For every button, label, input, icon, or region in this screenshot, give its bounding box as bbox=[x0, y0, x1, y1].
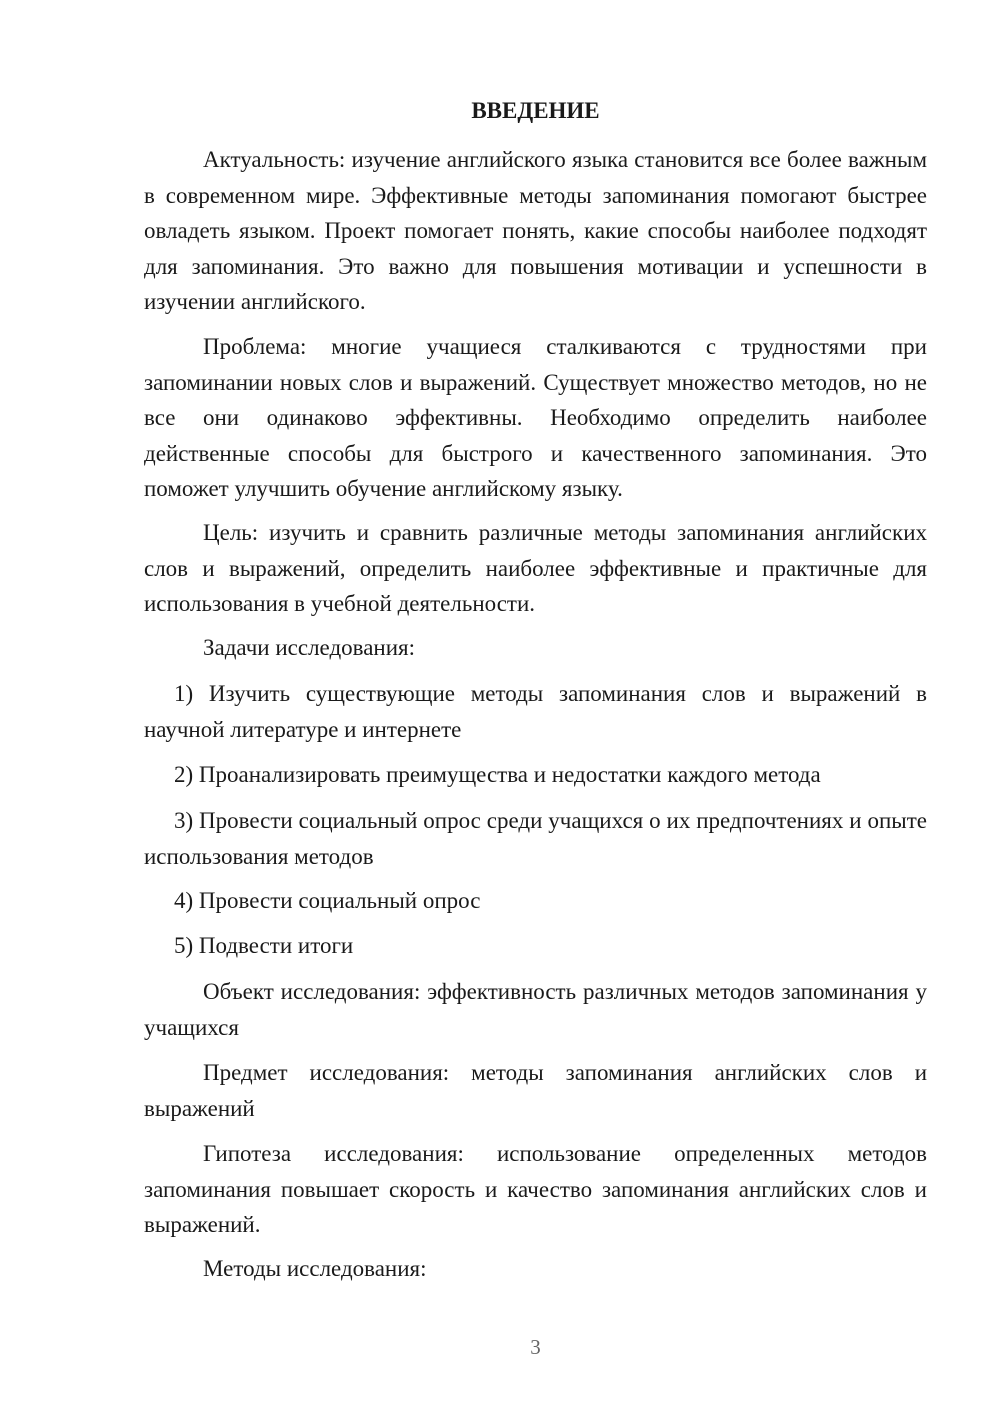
task-item-2: 2) Проанализировать преимущества и недостатки каждого метода bbox=[174, 762, 821, 787]
task-item-4: 4) Провести социальный опрос bbox=[174, 888, 481, 913]
paragraph-object: Объект исследования: эффективность различных методов запоминания у учащихся bbox=[144, 979, 927, 1040]
paragraph-tasks-heading: Задачи исследования: bbox=[203, 635, 416, 660]
document-page bbox=[144, 0, 927, 1414]
page-number: 3 bbox=[530, 1335, 541, 1359]
paragraph-goal: Цель: изучить и сравнить различные методы запоминания английских слов и выражений, определить наиболее эффективные и практичные для использования в учебной деятельности. bbox=[144, 520, 927, 616]
task-item-5: 5) Подвести итоги bbox=[174, 933, 354, 958]
task-item-3: 3) Провести социальный опрос среди учащихся о их предпочтениях и опыте использования методов bbox=[144, 808, 927, 869]
paragraph-subject: Предмет исследования: методы запоминания английских слов и выражений bbox=[144, 1060, 927, 1121]
paragraph-problem: Проблема: многие учащиеся сталкиваются с трудностями при запоминании новых слов и выражений. Существует множество методов, но не все они одинаково эффективны. Необходимо определить наиболее действенные способы для быстрого и качественного запоминания. Это поможет улучшить обучение английскому языку. bbox=[144, 334, 927, 501]
section-title: ВВЕДЕНИЕ bbox=[471, 98, 600, 123]
paragraph-hypothesis: Гипотеза исследования: использование определенных методов запоминания повышает скорость и качество запоминания английских слов и выражений. bbox=[144, 1141, 927, 1237]
paragraph-methods: Методы исследования: bbox=[203, 1256, 427, 1281]
paragraph-relevance: Актуальность: изучение английского языка становится все более важным в современном мире. Эффективные методы запоминания помогают быстрее овладеть языком. Проект помогает понять, какие способы наиболее подходят для запоминания. Это важно для повышения мотивации и успешности в изучении английского. bbox=[144, 147, 927, 314]
task-item-1: 1) Изучить существующие методы запоминания слов и выражений в научной литературе и интернете bbox=[144, 681, 927, 742]
